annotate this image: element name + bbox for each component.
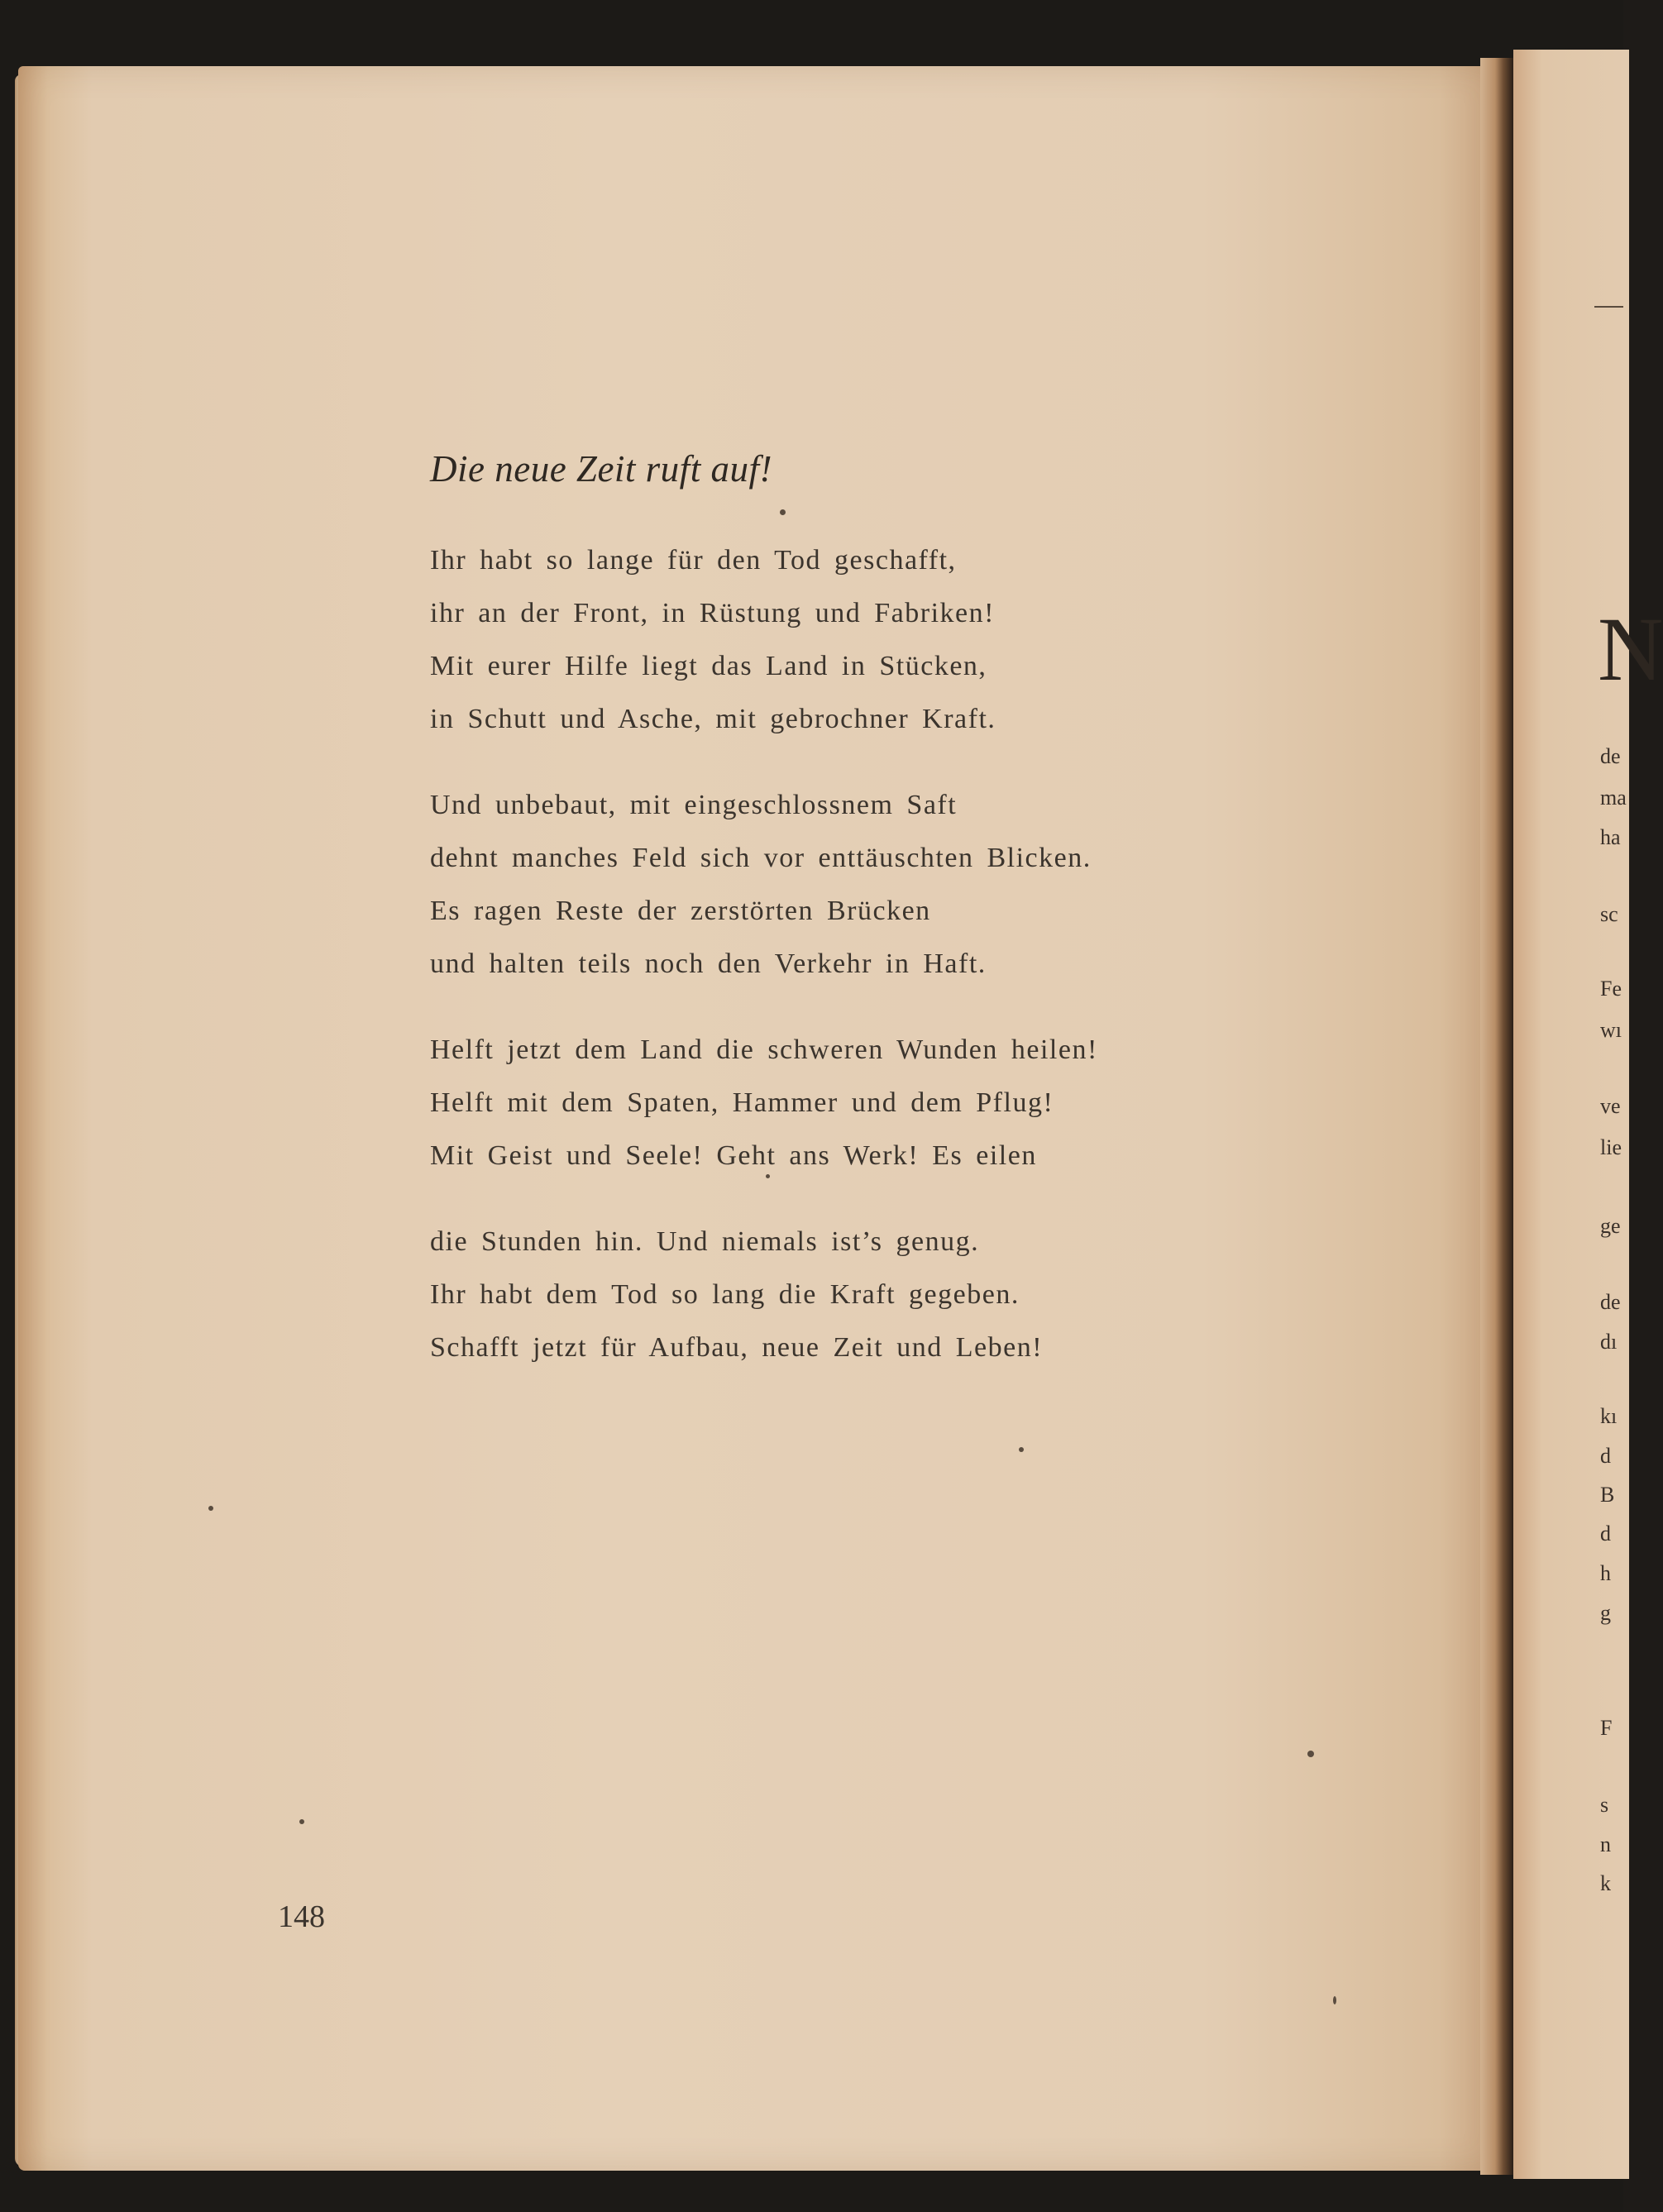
- stanza-3: [430, 1024, 1257, 1182]
- facing-page-fragment: dı: [1600, 1330, 1618, 1354]
- facing-page-fragment: h: [1600, 1561, 1611, 1585]
- poem-line: Ihr habt so lange für den Tod geschafft,: [430, 545, 957, 576]
- paper-speck: [1307, 1751, 1314, 1757]
- facing-page-fragment: lie: [1600, 1135, 1622, 1159]
- facing-page-fragment: de: [1600, 1290, 1621, 1314]
- facing-page-fragment: ve: [1600, 1094, 1621, 1118]
- poem-line: in Schutt und Asche, mit gebrochner Kraft.: [430, 704, 996, 734]
- stanza-2: [430, 779, 1257, 991]
- facing-page-fragment: ha: [1600, 825, 1621, 849]
- facing-page-fragment: d: [1600, 1444, 1611, 1468]
- facing-page-fragment: ma: [1600, 786, 1627, 810]
- paper-speck: [780, 509, 786, 515]
- facing-page-fragment: sc: [1600, 902, 1618, 926]
- paper-speck: [1019, 1447, 1024, 1452]
- facing-page-fragment: ge: [1600, 1214, 1621, 1238]
- poem-line: Ihr habt dem Tod so lang die Kraft gegeben.: [430, 1279, 1020, 1310]
- page-number: 148: [278, 1899, 325, 1934]
- facing-page-rule: [1594, 306, 1623, 308]
- poem-line: ihr an der Front, in Rüstung und Fabriken!: [430, 598, 995, 628]
- paper-speck: [766, 1174, 770, 1178]
- poem-line: Mit eurer Hilfe liegt das Land in Stücken,: [430, 651, 987, 681]
- poem-line: Und unbebaut, mit eingeschlossnem Saft: [430, 790, 958, 820]
- poem-line: Es ragen Reste der zerstörten Brücken: [430, 896, 931, 926]
- paper-speck: [299, 1819, 304, 1824]
- book-gutter: [1480, 58, 1513, 2175]
- poem-line: dehnt manches Feld sich vor enttäuschten Blicken.: [430, 843, 1092, 873]
- poem-line: Mit Geist und Seele! Geht ans Werk! Es eilen: [430, 1140, 1037, 1171]
- poem-line: und halten teils noch den Verkehr in Haft.: [430, 948, 987, 979]
- poem-title: Die neue Zeit ruft auf!: [430, 448, 772, 490]
- poem: [430, 448, 1257, 1407]
- poem-line: Helft mit dem Spaten, Hammer und dem Pflug!: [430, 1087, 1054, 1118]
- facing-page-fragment: Fe: [1600, 977, 1622, 1001]
- facing-page-fragment: F: [1600, 1716, 1613, 1740]
- paper-speck: [208, 1506, 213, 1511]
- paper-speck: [1333, 1996, 1336, 2004]
- poem-line: Helft jetzt dem Land die schweren Wunden heilen!: [430, 1034, 1098, 1065]
- facing-page-fragment: de: [1600, 744, 1621, 768]
- facing-page-fragment: g: [1600, 1601, 1611, 1625]
- poem-line: Schafft jetzt für Aufbau, neue Zeit und Leben!: [430, 1332, 1044, 1363]
- facing-page-fragment: n: [1600, 1832, 1611, 1856]
- facing-page-initial: N: [1598, 599, 1663, 700]
- facing-page-fragment: kı: [1600, 1404, 1618, 1428]
- facing-page-fragment: B: [1600, 1483, 1615, 1507]
- stanza-4: [430, 1216, 1257, 1374]
- stanza-1: [430, 534, 1257, 746]
- poem-line: die Stunden hin. Und niemals ist’s genug.: [430, 1226, 980, 1257]
- facing-page-fragment: wı: [1600, 1018, 1622, 1042]
- facing-page-fragment: s: [1600, 1793, 1609, 1817]
- facing-page-fragment: k: [1600, 1871, 1611, 1895]
- facing-page-fragment: d: [1600, 1522, 1611, 1546]
